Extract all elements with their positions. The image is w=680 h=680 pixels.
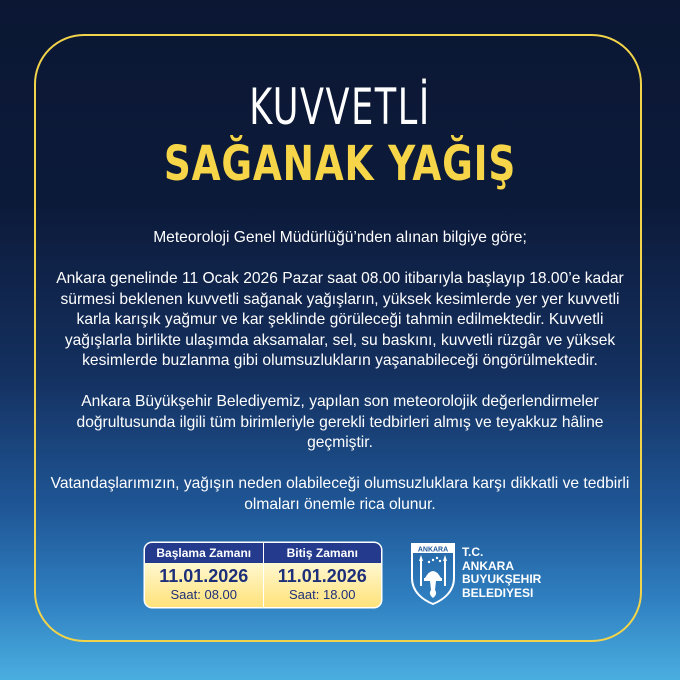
- end-time-header: Bitiş Zamanı: [264, 543, 382, 563]
- logo-text: ANKARA: [417, 546, 449, 554]
- title-line-1: KUVVETLİ: [249, 78, 431, 136]
- schedule-table: [145, 543, 381, 607]
- end-time-column: [263, 543, 382, 607]
- request-paragraph: Vatandaşlarımızın, yağışın neden olabileceği olumsuzluklara karşı dikkatli ve tedbirli olmaları önemle rica olunur.: [50, 475, 630, 513]
- announcement-body: [50, 228, 630, 536]
- ankara-municipality-emblem-icon: [410, 542, 456, 606]
- start-time-column: [145, 543, 263, 607]
- end-hour: Saat: 18.00: [289, 587, 356, 602]
- title-line-2: SAĞANAK YAĞIŞ: [163, 136, 517, 192]
- measures-paragraph: Ankara Büyükşehir Belediyemiz, yapılan son meteorolojik değerlendirmeler doğrultusunda ilgili tüm birimleriyle gerekli tedbirleri almış ve teyakkuz hâline geçmiştir.: [76, 393, 604, 451]
- end-date: 11.01.2026: [277, 566, 367, 586]
- start-time-cell: [145, 563, 263, 607]
- forecast-paragraph: Ankara genelinde 11 Ocak 2026 Pazar saat 08.00 itibarıyla başlayıp 18.00’e kadar sürmesi beklenen kuvvetli sağanak yağışların, yüksek kesimlerde yer yer kuvvetli karla karışık yağmur ve kar şeklinde görüleceği tahmin edilmektedir. Kuvvetli yağışlarla birlikte ulaşımda aksamalar, sel, su baskını, kuvvetli rüzgâr ve yüksek kesimlerde buzlanma gibi olumsuzlukların yaşanabileceği öngörülmektedir.: [56, 270, 624, 369]
- start-date: 11.01.2026: [159, 566, 249, 586]
- org-line-belediyesi: BELEDIYESI: [462, 585, 534, 600]
- org-line-ankara: ANKARA: [462, 558, 514, 573]
- start-time-header: Başlama Zamanı: [145, 543, 263, 563]
- intro-paragraph: Meteoroloji Genel Müdürlüğü’nden alınan bilgiye göre;: [153, 229, 527, 246]
- end-time-cell: [264, 563, 382, 607]
- organization-name: [462, 546, 541, 600]
- org-line-buyuksehir: BUYUKŞEHIR: [462, 572, 542, 586]
- org-line-tc: T.C.: [462, 545, 484, 559]
- start-hour: Saat: 08.00: [170, 587, 237, 602]
